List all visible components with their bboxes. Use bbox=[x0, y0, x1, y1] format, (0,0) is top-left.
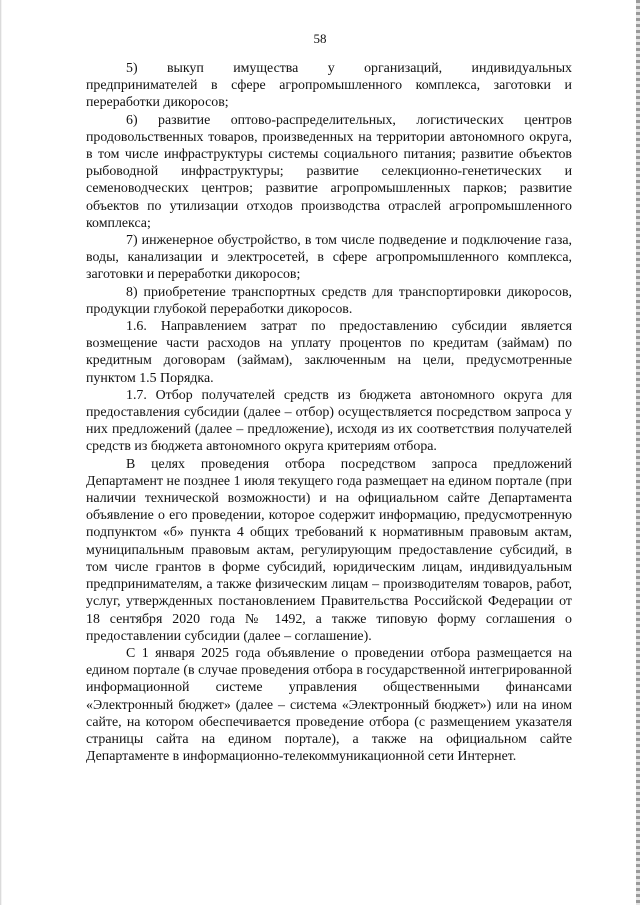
paragraph-1-6: 1.6. Направлением затрат по предоставлению субсидии является возмещение части расходов на уплату процентов по кредитам (займам) по кредитным договорам (займам), заключенным на цели, предусмотренные пунктом 1.5 Порядка. bbox=[86, 319, 572, 386]
page-number: 58 bbox=[313, 31, 327, 46]
paragraph-item-5: 5) выкуп имущества у организаций, индивидуальных предпринимателей в сфере агропромышленного комплекса, заготовки и переработки дикоросов; bbox=[86, 61, 572, 111]
paragraph-item-7: 7) инженерное обустройство, в том числе подведение и подключение газа, воды, канализации и электросетей, в сфере агропромышленного комплекса, заготовки и переработки дикоросов; bbox=[86, 233, 572, 283]
scan-edge-right bbox=[636, 0, 640, 905]
paragraph-2025-announcement: С 1 января 2025 года объявление о проведении отбора размещается на едином портале (в случае проведения отбора в государственной интегрированной информационной системе управления общественными финансами «Электронный бюджет» (далее – система «Электронный бюджет») или на ином сайте, на котором обеспечивается проведение отбора (с размещением указателя страницы сайта на едином портале), а также на официальном сайте Департаменте в информационно-телекоммуникационной сети Интернет. bbox=[86, 645, 572, 765]
paragraph-item-6: 6) развитие оптово-распределительных, логистических центров продовольственных товаров, произведенных на территории автономного округа, в том числе инфраструктуры системы социального питания; развитие объектов рыбоводной инфраструктуры; развитие селекционно-генетических и семеноводческих центров; развитие агропромышленных парков; развитие объектов по утилизации отходов производства отраслей агропромышленного комплекса; bbox=[86, 112, 572, 231]
paragraph-1-7: 1.7. Отбор получателей средств из бюджета автономного округа для предоставления субсидии (далее – отбор) осуществляется посредством запроса у них предложений (далее – предложение), исходя из их соответствия получателей средств из бюджета автономного округа критериям отбора. bbox=[86, 387, 572, 455]
paragraph-item-8: 8) приобретение транспортных средств для транспортировки дикоросов, продукции глубокой переработки дикоросов. bbox=[86, 284, 572, 317]
paragraph-selection-announcement: В целях проведения отбора посредством запроса предложений Департамент не позднее 1 июля текущего года размещает на едином портале (при наличии технической возможности) и на официальном сайте Департамента объявление о его проведении, которое содержит информацию, предусмотренную подпунктом «б» пункта 4 общих требований к нормативным правовым актам, муниципальным правовым актам, регулирующим предоставление субсидий, в том числе грантов в форме субсидий, юридическим лицам, индивидуальным предпринимателям, а также физическим лицам – производителям товаров, работ, услуг, утвержденных постановлением Правительства Российской Федерации от 18 сентября 2020 года № 1492, а также типовую форму соглашения о предоставлении субсидии (далее – соглашение). bbox=[86, 456, 572, 644]
document-body bbox=[86, 60, 572, 765]
scan-edge-left bbox=[0, 0, 2, 905]
